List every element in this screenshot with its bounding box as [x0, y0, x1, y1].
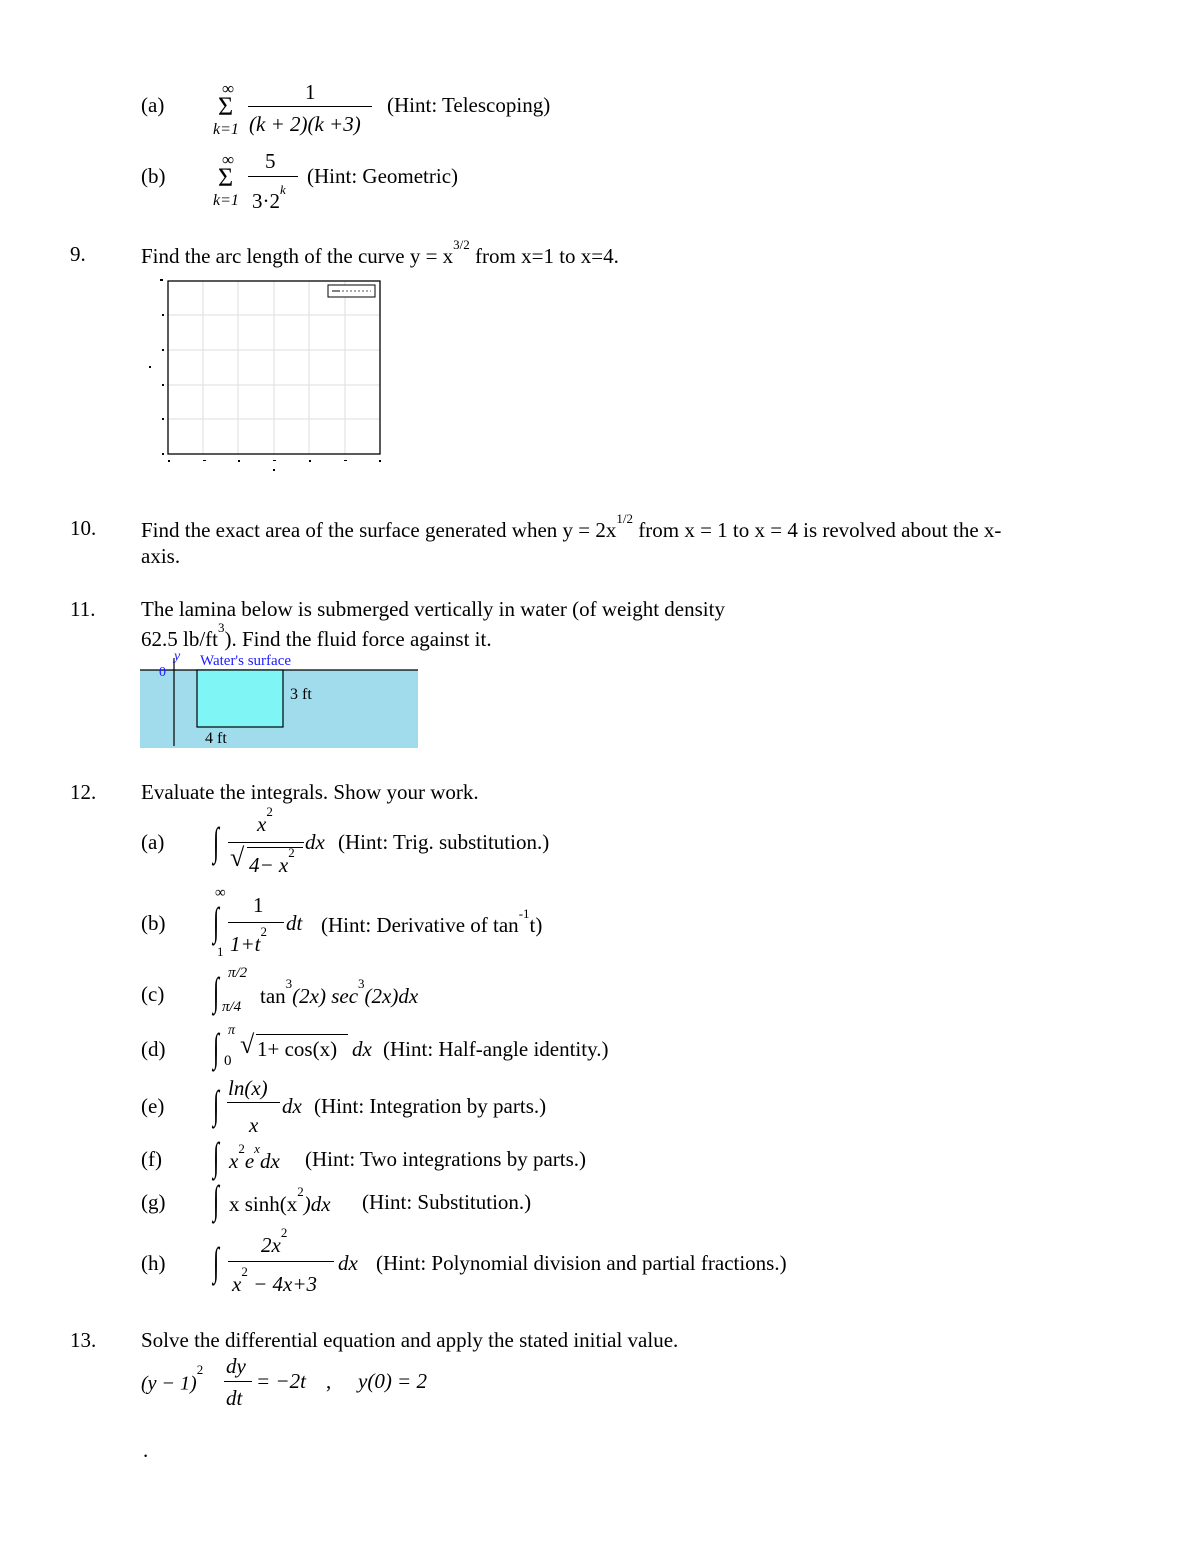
series-b-denominator: $3\cdot 2^k$: [252, 182, 286, 213]
q12d-integral-sign: ∫: [213, 1025, 220, 1070]
q12h-label: (h): [141, 1251, 166, 1275]
q13-rhs: = −2t: [256, 1369, 306, 1393]
q12a-hint: (Hint: Trig. substitution.): [338, 830, 550, 854]
series-b-fraction-bar: [248, 176, 298, 177]
series-a-hint: (Hint: Telescoping): [387, 93, 551, 117]
q12g-hint: (Hint: Substitution.): [362, 1190, 532, 1214]
q12c-upper-limit: π/2: [228, 965, 248, 981]
q12b-lower-limit: 1: [217, 944, 224, 959]
q12f-integral-sign: ∫: [213, 1134, 220, 1179]
q12f-label: (f): [141, 1147, 162, 1171]
q12c-lower-limit: π/4: [222, 999, 242, 1015]
q12c-label: (c): [141, 982, 165, 1006]
q10-text-line2: axis.: [141, 544, 181, 568]
lamina-width-label: 4 ft: [205, 730, 227, 747]
q12h-fraction-bar: [228, 1261, 334, 1262]
q12a-dx: dx: [305, 830, 325, 854]
q12h-numerator: $2x^2$: [261, 1225, 288, 1257]
q12-number: 12.: [70, 780, 97, 804]
q12b-dt: dt: [286, 911, 303, 935]
q12g-label: (g): [141, 1190, 166, 1214]
q12d-sqrt-sign: √: [240, 1030, 255, 1059]
q12e-label: (e): [141, 1094, 165, 1118]
series-b-lower: k=1: [213, 192, 239, 209]
q12e-dx: dx: [282, 1094, 302, 1118]
q12h-denominator: $x^2 - 4x+3$: [232, 1264, 317, 1296]
series-a-infinity: ∞: [222, 79, 235, 98]
q13-comma: ,: [326, 1369, 332, 1393]
q12b-hint: (Hint: Derivative of $\tan^{-1}t$): [321, 906, 543, 937]
q13-fraction-bar: [224, 1381, 252, 1382]
q12e-numerator: ln(x): [228, 1076, 268, 1100]
q12d-upper-limit: π: [228, 1023, 236, 1038]
series-a-lower: k=1: [213, 121, 239, 138]
y-axis-label: y: [174, 649, 181, 664]
series-a-fraction-bar: [248, 106, 372, 107]
q12-text: Evaluate the integrals. Show your work.: [141, 780, 479, 804]
q12h-integral-sign: ∫: [213, 1239, 220, 1284]
q9-text: Find the arc length of the curve $y = x^{3/2}$ from x=1 to x=4.: [141, 237, 619, 268]
q13-number: 13.: [70, 1328, 97, 1352]
q12b-numerator: 1: [253, 893, 264, 917]
q12a-numerator: $x^2$: [257, 804, 273, 836]
q12d-hint: (Hint: Half-angle identity.): [383, 1037, 609, 1061]
q13-initial-condition: y(0) = 2: [358, 1369, 427, 1393]
q11-number: 11.: [70, 597, 96, 621]
q12e-denominator: x: [249, 1113, 259, 1137]
series-a-sigma: Σ: [218, 92, 234, 121]
lamina-height-label: 3 ft: [290, 686, 312, 703]
water-surface-label: Water's surface: [200, 653, 292, 669]
q12c-integrand: $\tan^3(2x)$ $\sec^3(2x)dx$: [260, 976, 419, 1008]
q12h-dx: dx: [338, 1251, 358, 1275]
q11-text-line1: The lamina below is submerged vertically in water (of weight density: [141, 597, 725, 621]
q12d-label: (d): [141, 1037, 166, 1061]
series-b-sigma: Σ: [218, 163, 234, 192]
q9-number: 9.: [70, 242, 86, 266]
series-b-hint: (Hint: Geometric): [307, 164, 459, 188]
q12b-fraction-bar: [228, 922, 284, 923]
q13-dy: dy: [226, 1354, 246, 1378]
q12d-radicand: 1+ cos(x): [257, 1037, 338, 1061]
q12a-sqrt-sign: √: [230, 843, 245, 872]
q12b-label: (b): [141, 911, 166, 935]
series-b-infinity: ∞: [222, 150, 235, 169]
footer-dot: .: [143, 1438, 149, 1462]
q12b-integral-sign: ∫: [213, 899, 220, 944]
q11-text-line2: 62.5 $lb/ft^3$). Find the fluid force against it.: [141, 620, 492, 651]
series-b-label: (b): [141, 164, 166, 188]
q12d-dx: dx: [352, 1037, 372, 1061]
q12b-denominator: $1+t^2$: [230, 924, 268, 956]
origin-label: 0: [159, 665, 166, 680]
q12g-integrand: x $\sinh(x^2)dx$: [229, 1184, 331, 1216]
q12h-hint: (Hint: Polynomial division and partial fractions.): [376, 1251, 787, 1275]
q10-number: 10.: [70, 516, 97, 540]
q13-lhs: $(y - 1)^2$: [141, 1362, 204, 1395]
q13-text: Solve the differential equation and apply the stated initial value.: [141, 1328, 679, 1352]
q12e-integral-sign: ∫: [213, 1082, 220, 1127]
arc-length-graph: [145, 275, 390, 475]
series-a-label: (a): [141, 93, 165, 117]
q12c-integral-sign: ∫: [213, 969, 220, 1014]
q12a-label: (a): [141, 830, 165, 854]
q13-dt: dt: [226, 1386, 243, 1410]
q12d-sqrt-bar: [256, 1034, 348, 1035]
series-b-numerator: 5: [265, 149, 276, 173]
q12e-hint: (Hint: Integration by parts.): [314, 1094, 547, 1118]
q12f-integrand: $x^2e^xdx$: [229, 1141, 280, 1173]
q12a-integral-sign: ∫: [213, 819, 220, 864]
q12a-denominator: $4- x^2$: [249, 845, 295, 877]
q12d-lower-limit: 0: [224, 1053, 232, 1069]
q12f-hint: (Hint: Two integrations by parts.): [305, 1147, 587, 1171]
q12g-integral-sign: ∫: [213, 1177, 220, 1222]
q12e-fraction-bar: [227, 1102, 280, 1103]
series-a-numerator: 1: [305, 80, 316, 104]
series-a-denominator: (k + 2)(k +3): [249, 112, 361, 136]
q12b-upper-limit: ∞: [215, 885, 226, 901]
lamina-plate: [197, 670, 283, 727]
q10-text-line1: Find the exact area of the surface generated when $y = 2x^{1/2}$ from x = 1 to x = 4 is revolved about the x-: [141, 511, 1002, 542]
